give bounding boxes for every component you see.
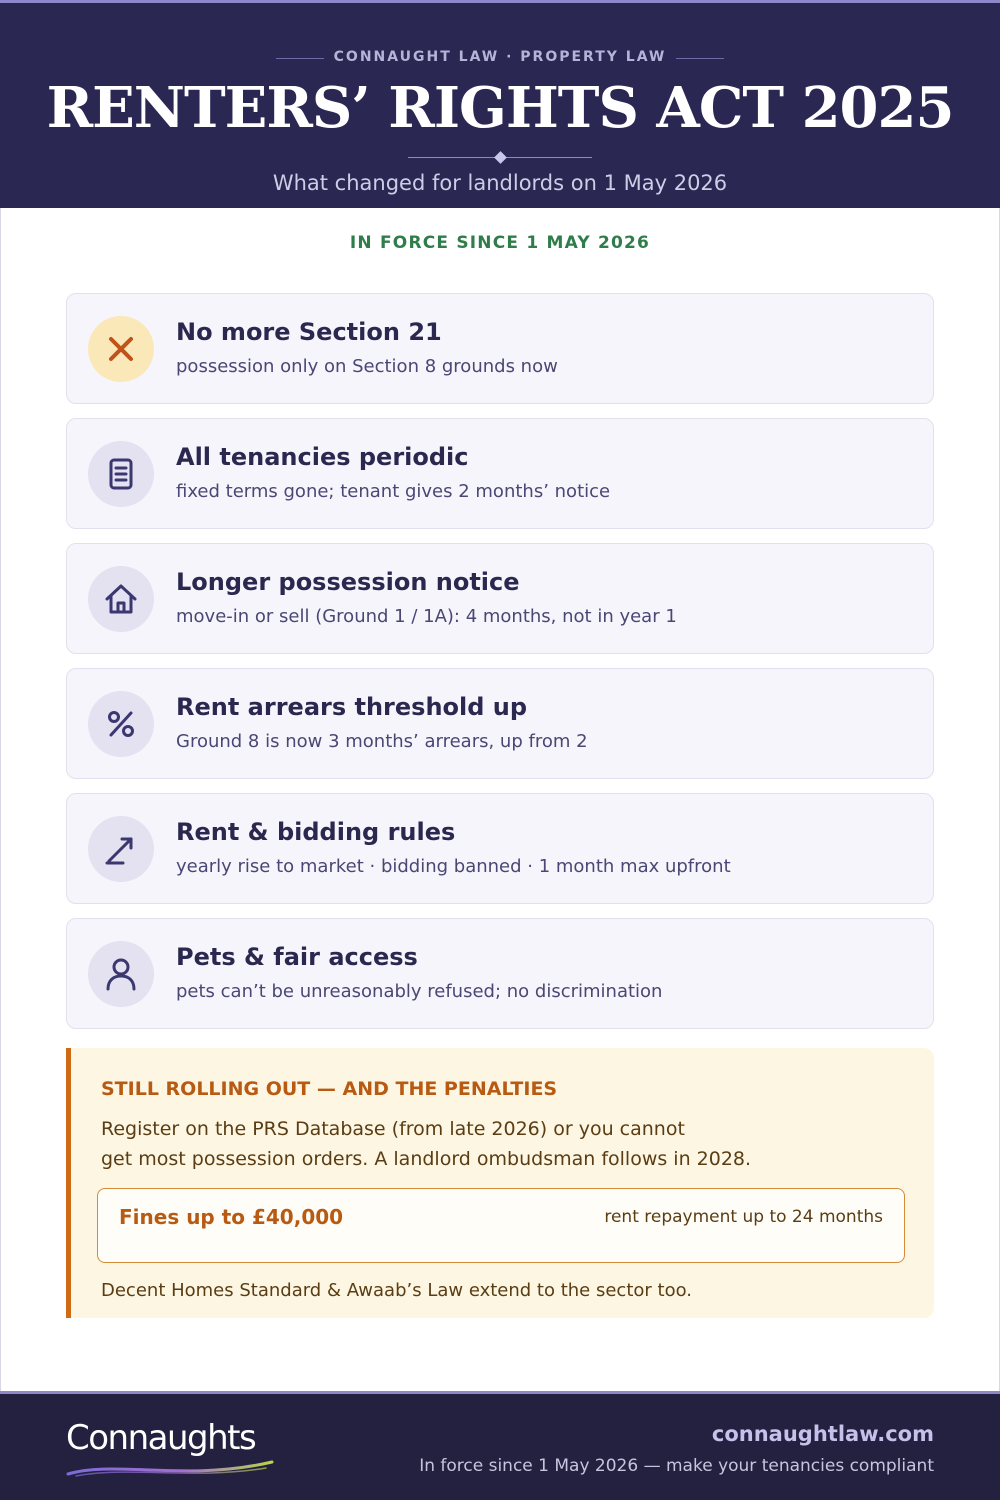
header-banner [0,0,1000,208]
trend-up-icon [88,816,154,882]
card-description: Ground 8 is now 3 months’ arrears, up from 2 [176,731,588,752]
card-description: yearly rise to market · bidding banned · 1 month max upfront [176,856,731,877]
change-card-section-21 [66,293,934,404]
card-description: possession only on Section 8 grounds now [176,356,558,377]
footer-bar [0,1391,1000,1500]
change-card-periodic [66,418,934,529]
card-title: Longer possession notice [176,568,520,596]
connaughts-logo[interactable]: Connaughts [66,1418,256,1458]
change-card-possession-notice [66,543,934,654]
card-description: fixed terms gone; tenant gives 2 months’ notice [176,481,611,502]
page-subtitle: What changed for landlords on 1 May 2026 [272,171,728,195]
card-title: Pets & fair access [176,943,418,971]
person-icon [88,941,154,1007]
card-title: No more Section 21 [176,318,442,346]
card-description: pets can’t be unreasonably refused; no discrimination [176,981,663,1002]
change-card-pets-access [66,918,934,1029]
website-link[interactable]: connaughtlaw.com [711,1422,934,1446]
kicker-label: CONNAUGHT LAW · PROPERTY LAW [333,49,667,65]
house-icon [88,566,154,632]
page-title: RENTERS’ RIGHTS ACT 2025 [46,75,954,141]
change-card-rent-arrears [66,668,934,779]
card-title: Rent arrears threshold up [176,693,528,721]
card-title: All tenancies periodic [176,443,469,471]
fines-box [97,1188,905,1263]
close-icon [88,316,154,382]
change-card-rent-bidding [66,793,934,904]
rent-repayment: rent repayment up to 24 months [604,1207,883,1227]
penalties-title: STILL ROLLING OUT — AND THE PENALTIES [101,1078,558,1100]
fine-amount: Fines up to £40,000 [119,1205,344,1229]
document-icon [88,441,154,507]
diamond-icon [494,151,507,164]
penalties-body-line: get most possession orders. A landlord ombudsman follows in 2028. [101,1148,752,1170]
penalties-panel [66,1048,934,1318]
logo-swoosh-icon [66,1456,276,1480]
footer-tagline: In force since 1 May 2026 — make your tenancies compliant [419,1456,934,1476]
penalties-footnote: Decent Homes Standard & Awaab’s Law extend to the sector too. [101,1280,693,1301]
card-title: Rent & bidding rules [176,818,456,846]
penalties-body-line: Register on the PRS Database (from late 2026) or you cannot [101,1118,685,1140]
percent-icon [88,691,154,757]
in-force-label: IN FORCE SINCE 1 MAY 2026 [349,233,651,253]
card-description: move-in or sell (Ground 1 / 1A): 4 months, not in year 1 [176,606,677,627]
penalties-body [101,1114,801,1174]
kicker-line-right [676,58,724,59]
